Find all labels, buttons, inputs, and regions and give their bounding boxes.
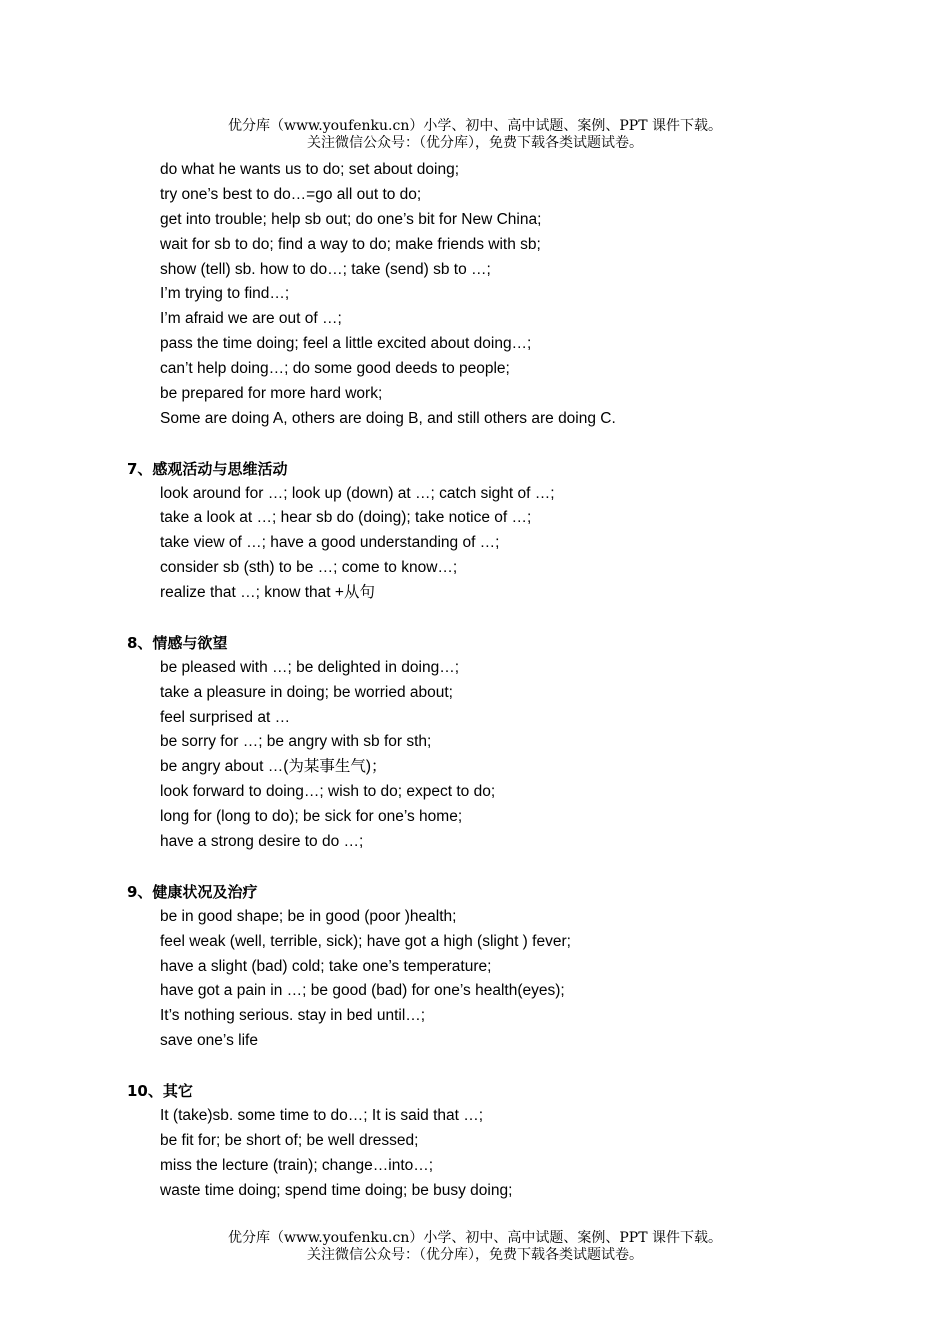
list-item: have a slight (bad) cold; take one’s temperature; [160, 957, 492, 975]
spacer [0, 1054, 950, 1079]
list-item: Some are doing A, others are doing B, and still others are doing C. [160, 409, 616, 427]
list-item: pass the time doing; feel a little excited about doing…; [160, 335, 532, 353]
header-line-1: 优分库（www.youfenku.cn）小学、初中、高中试题、案例、PPT 课件下载。 [227, 118, 722, 134]
list-item: long for (long to do); be sick for one’s home; [160, 808, 463, 826]
list-item: take a pleasure in doing; be worried about; [160, 683, 453, 701]
section-heading: 10、其它 [127, 1081, 193, 1100]
list-item: I’m trying to find…; [160, 285, 290, 303]
header-line-2: 关注微信公众号：（优分库），免费下载各类试题试卷。 [307, 135, 643, 151]
spacer [0, 855, 950, 880]
list-item: look forward to doing…; wish to do; expect to do; [160, 783, 496, 801]
document-body [0, 158, 950, 1203]
section-heading: 8、情感与欲望 [127, 633, 228, 652]
footer-line-1: 优分库（www.youfenku.cn）小学、初中、高中试题、案例、PPT 课件下载。 [227, 1230, 722, 1246]
continued-list [0, 158, 950, 432]
list-item: have a strong desire to do …; [160, 833, 364, 851]
list-item: take view of …; have a good understanding of …; [160, 534, 500, 552]
spacer [0, 606, 950, 631]
list-item: take a look at …; hear sb do (doing); take notice of …; [160, 509, 532, 527]
list-item: be fit for; be short of; be well dressed; [160, 1131, 419, 1149]
list-item: get into trouble; help sb out; do one’s bit for New China; [160, 210, 542, 228]
footer-line-2: 关注微信公众号：（优分库），免费下载各类试题试卷。 [307, 1247, 643, 1263]
spacer [0, 432, 950, 457]
section-9 [0, 880, 950, 1054]
list-item: be angry about …(为某事生气)； [160, 758, 387, 776]
list-item: wait for sb to do; find a way to do; make friends with sb; [160, 235, 541, 253]
list-item: be sorry for …; be angry with sb for sth; [160, 733, 432, 751]
list-item: be prepared for more hard work; [160, 385, 383, 403]
section-7 [0, 457, 950, 606]
list-item: have got a pain in …; be good (bad) for one’s health(eyes); [160, 982, 565, 1000]
list-item: feel weak (well, terrible, sick); have got a high (slight ) fever; [160, 932, 571, 950]
page-header [0, 118, 950, 152]
list-item: I’m afraid we are out of …; [160, 310, 342, 328]
list-item: try one’s best to do…=go all out to do; [160, 185, 422, 203]
list-item: can’t help doing…; do some good deeds to people; [160, 360, 510, 378]
list-item: realize that …; know that +从句 [160, 584, 375, 602]
section-heading: 7、感观活动与思维活动 [127, 459, 288, 478]
list-item: consider sb (sth) to be …; come to know…; [160, 559, 458, 577]
list-item: waste time doing; spend time doing; be busy doing; [160, 1181, 513, 1199]
section-8 [0, 631, 950, 855]
section-heading: 9、健康状况及治疗 [127, 882, 258, 901]
list-item: save one’s life [160, 1032, 258, 1050]
section-10 [0, 1079, 950, 1203]
list-item: show (tell) sb. how to do…; take (send) sb to …; [160, 260, 491, 278]
list-item: be pleased with …; be delighted in doing…; [160, 658, 460, 676]
list-item: do what he wants us to do; set about doing; [160, 161, 460, 178]
list-item: look around for …; look up (down) at …; catch sight of …; [160, 484, 555, 502]
list-item: It (take)sb. some time to do…; It is said that …; [160, 1106, 484, 1124]
list-item: It’s nothing serious. stay in bed until…; [160, 1007, 426, 1025]
list-item: be in good shape; be in good (poor )health; [160, 907, 457, 925]
list-item: miss the lecture (train); change…into…; [160, 1156, 434, 1174]
page-footer [0, 1230, 950, 1264]
list-item: feel surprised at … [160, 708, 291, 726]
